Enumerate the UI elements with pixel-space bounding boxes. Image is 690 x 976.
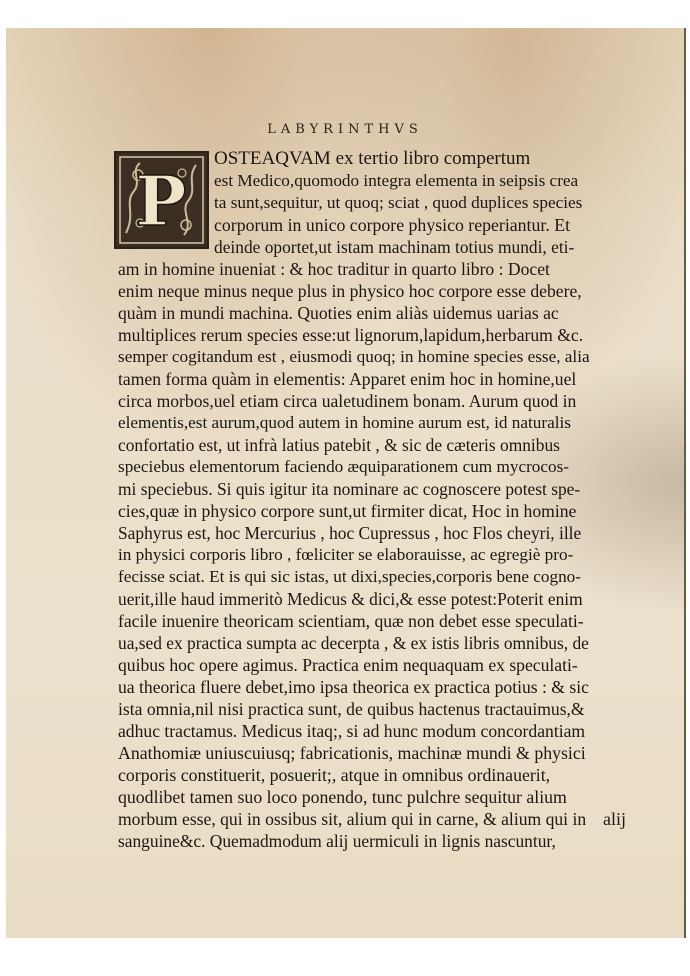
text-line: uerit,ille haud immeritò Medicus & dici,& esse potest:Poterit enim: [118, 589, 583, 609]
text-line: multiplices rerum species esse:ut lignorum,lapidum,herbarum &c.: [118, 325, 584, 345]
text-line: facile inuenire theoricam scientiam, quæ non debet esse speculati-: [118, 611, 584, 631]
text-line: semper cogitandum est , eiusmodi quoq; in homine species esse, alia: [118, 347, 590, 366]
text-line: circa morbos,uel etiam circa ualetudinem bonam. Aurum quod in: [118, 391, 577, 411]
text-line: morbum esse, qui in ossibus sit, alium qui in carne, & alium qui in: [118, 809, 587, 829]
text-line: Saphyrus est, hoc Mercurius , hoc Cupressus , hoc Flos cheyri, ille: [118, 523, 582, 543]
text-line: ista omnia,nil nisi practica sunt, de quibus hactenus tractauimus,&: [118, 699, 585, 719]
text-line: Anathomiæ uniuscuiusq; fabricationis, machinæ mundi & physici: [118, 743, 586, 763]
text-line: quodlibet tamen suo loco ponendo, tunc pulchre sequitur alium: [118, 787, 567, 807]
text-line: am in homine inueniat : & hoc traditur in quarto libro : Docet: [118, 259, 550, 279]
initial-letter-glyph: P: [135, 162, 187, 242]
text-line: sanguine&c. Quemadmodum alij uermiculi in lignis nascuntur,: [118, 831, 556, 851]
text-line: corporis constituerit, posuerit;, atque in omnibus ordinauerit,: [118, 765, 551, 785]
text-line: ta sunt,sequitur, ut quoq; sciat , quod duplices species: [214, 193, 583, 212]
book-page: [6, 28, 686, 938]
text-line: quibus hoc opere agimus. Practica enim nequaquam ex speculati-: [118, 655, 578, 675]
text-line: enim neque minus neque plus in physico hoc corpore esse debere,: [118, 281, 582, 301]
text-line: adhuc tractamus. Medicus itaq;, si ad hunc modum concordantiam: [118, 721, 586, 741]
text-line: in physici corporis libro , fœliciter se elaborauisse, ac egregiè pro-: [118, 545, 574, 564]
text-line: est Medico,quomodo integra elementa in seipsis crea: [214, 171, 579, 190]
text-line: corporum in unico corpore physico reperiantur. Et: [214, 215, 571, 235]
text-line: tamen forma quàm in elementis: Apparet enim hoc in homine,uel: [118, 369, 577, 389]
text-line: deinde oportet,ut istam machinam totius mundi, eti-: [214, 237, 575, 257]
text-line: quàm in mundi machina. Quoties enim aliàs uidemus uarias ac: [118, 303, 559, 323]
text-line: OSTEAQVAM ex tertio libro compertum: [214, 148, 531, 169]
text-line: ua theorica fluere debet,imo ipsa theorica ex practica potius : & sic: [118, 677, 589, 697]
text-line: confortatio est, ut infrà latius patebit , & sic de cæteris omnibus: [118, 435, 560, 455]
text-line: mi speciebus. Si quis igitur ita nominare ac cognoscere potest spe-: [118, 479, 581, 499]
running-title: LABYRINTHVS: [267, 122, 423, 137]
text-line: fecisse sciat. Et is qui sic istas, ut dixi,species,corporis bene cogno-: [118, 567, 581, 586]
decorated-initial-letter: [114, 151, 209, 249]
text-line: ua,sed ex practica sumpta ac decerpta , & ex istis libris omnibus, de: [118, 633, 589, 653]
text-line: cies,quæ in physico corpore sunt,ut firmiter dicat, Hoc in homine: [118, 501, 577, 521]
text-line: elementis,est aurum,quod autem in homine aurum est, id naturalis: [118, 413, 571, 432]
catchword: alij: [603, 809, 626, 829]
text-line: speciebus elementorum faciendo æquiparationem cum mycrocos-: [118, 457, 570, 476]
